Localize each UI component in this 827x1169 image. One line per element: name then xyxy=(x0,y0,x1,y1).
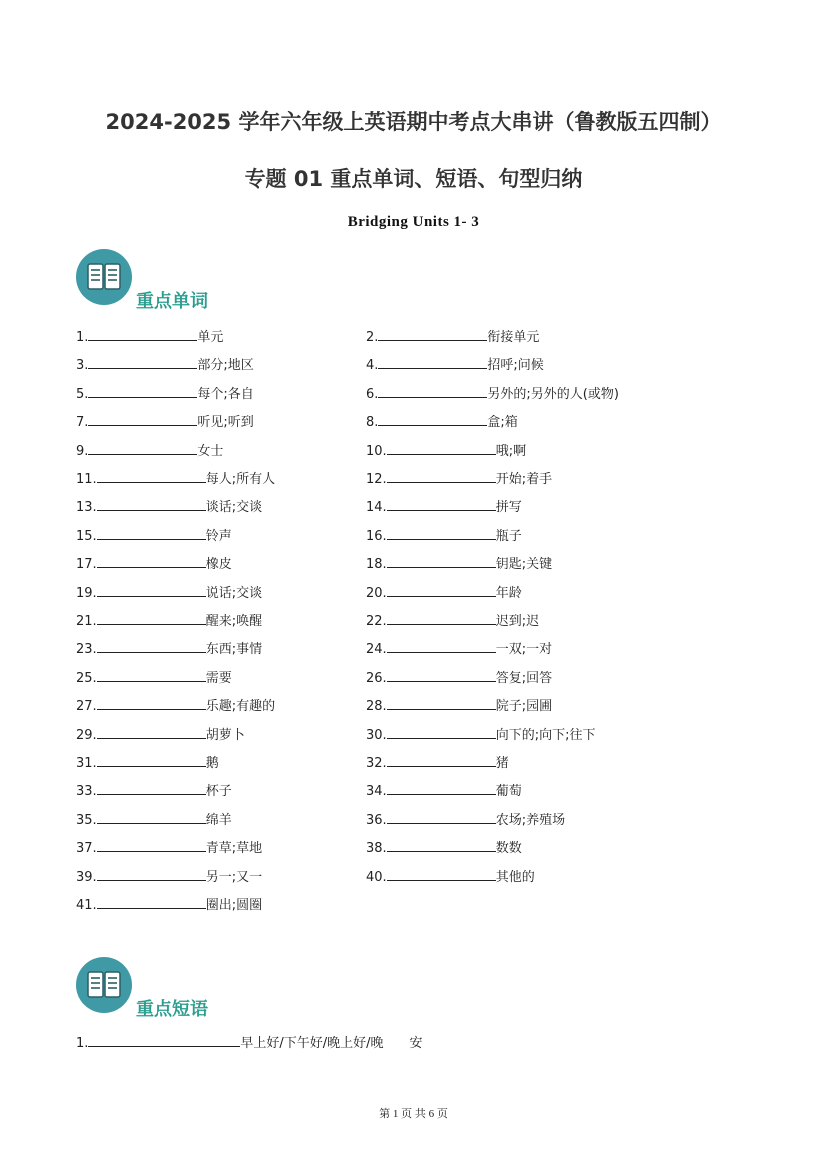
section-phrases-title: 重点短语 xyxy=(136,999,208,1020)
word-number: 6. xyxy=(366,387,379,402)
answer-blank[interactable] xyxy=(387,610,496,625)
word-meaning: 盒;箱 xyxy=(487,415,518,430)
word-item xyxy=(76,894,262,912)
answer-blank[interactable] xyxy=(97,724,206,739)
answer-blank[interactable] xyxy=(97,553,206,568)
document-title: 2024-2025 学年六年级上英语期中考点大串讲（鲁教版五四制） xyxy=(105,110,722,134)
word-meaning: 开始;着手 xyxy=(495,472,553,487)
word-meaning: 另一;又一 xyxy=(205,870,263,885)
word-item xyxy=(76,496,262,514)
answer-blank[interactable] xyxy=(387,752,496,767)
word-item xyxy=(366,354,544,372)
word-meaning: 青草;草地 xyxy=(205,841,263,856)
word-meaning: 每人;所有人 xyxy=(205,472,276,487)
phrase-meaning: 早上好/下午好/晚上好/晚 安 xyxy=(240,1036,423,1051)
document-subtitle: 专题 01 重点单词、短语、句型归纳 xyxy=(244,167,583,191)
answer-blank[interactable] xyxy=(387,809,496,824)
word-meaning: 年龄 xyxy=(495,586,522,601)
word-number: 12. xyxy=(366,472,387,487)
word-number: 30. xyxy=(366,728,387,743)
phrase-item xyxy=(76,1032,423,1050)
word-item xyxy=(366,780,522,798)
word-number: 27. xyxy=(76,699,97,714)
answer-blank[interactable] xyxy=(97,809,206,824)
word-number: 8. xyxy=(366,415,379,430)
answer-blank[interactable] xyxy=(378,354,487,369)
answer-blank[interactable] xyxy=(387,724,496,739)
word-number: 5. xyxy=(76,387,89,402)
word-item xyxy=(366,837,522,855)
answer-blank[interactable] xyxy=(97,582,206,597)
answer-blank[interactable] xyxy=(97,496,206,511)
answer-blank[interactable] xyxy=(387,440,496,455)
word-meaning: 橡皮 xyxy=(205,557,232,572)
word-number: 35. xyxy=(76,813,97,828)
word-number: 20. xyxy=(366,586,387,601)
word-item xyxy=(76,610,262,628)
answer-blank[interactable] xyxy=(97,837,206,852)
answer-blank[interactable] xyxy=(387,553,496,568)
word-number: 38. xyxy=(366,841,387,856)
word-item xyxy=(76,468,275,486)
answer-blank[interactable] xyxy=(97,894,206,909)
word-item xyxy=(76,638,262,656)
word-meaning: 胡萝卜 xyxy=(205,728,245,743)
word-number: 15. xyxy=(76,529,97,544)
word-number: 25. xyxy=(76,671,97,686)
book-icon xyxy=(76,249,132,305)
word-meaning: 农场;养殖场 xyxy=(495,813,566,828)
word-number: 1. xyxy=(76,330,89,345)
word-number: 11. xyxy=(76,472,97,487)
word-number: 19. xyxy=(76,586,97,601)
answer-blank[interactable] xyxy=(378,326,487,341)
word-number: 26. xyxy=(366,671,387,686)
word-meaning: 葡萄 xyxy=(495,784,522,799)
phrase-number: 1. xyxy=(76,1036,89,1051)
word-meaning: 杯子 xyxy=(205,784,232,799)
answer-blank[interactable] xyxy=(387,582,496,597)
word-meaning: 向下的;向下;往下 xyxy=(495,728,596,743)
word-meaning: 说话;交谈 xyxy=(205,586,263,601)
word-meaning: 数数 xyxy=(495,841,522,856)
word-item xyxy=(76,724,245,742)
answer-blank[interactable] xyxy=(97,468,206,483)
book-icon xyxy=(76,957,132,1013)
word-number: 37. xyxy=(76,841,97,856)
word-meaning: 衔接单元 xyxy=(487,330,540,345)
word-item xyxy=(366,468,552,486)
word-meaning: 谈话;交谈 xyxy=(205,500,263,515)
word-number: 34. xyxy=(366,784,387,799)
word-meaning: 乐趣;有趣的 xyxy=(205,699,276,714)
word-meaning: 瓶子 xyxy=(495,529,522,544)
word-meaning: 其他的 xyxy=(495,870,535,885)
word-number: 2. xyxy=(366,330,379,345)
word-meaning: 院子;园圃 xyxy=(495,699,553,714)
word-number: 24. xyxy=(366,642,387,657)
word-item xyxy=(76,582,262,600)
word-number: 36. xyxy=(366,813,387,828)
word-item xyxy=(76,752,219,770)
word-number: 39. xyxy=(76,870,97,885)
word-item xyxy=(366,610,539,628)
word-number: 29. xyxy=(76,728,97,743)
answer-blank[interactable] xyxy=(88,440,197,455)
word-meaning: 鹅 xyxy=(205,756,219,771)
answer-blank[interactable] xyxy=(387,780,496,795)
section-phrases-header xyxy=(76,957,276,1020)
word-item xyxy=(366,525,522,543)
word-meaning: 女士 xyxy=(197,444,224,459)
answer-blank[interactable] xyxy=(97,866,206,881)
answer-blank[interactable] xyxy=(387,667,496,682)
word-meaning: 醒来;唤醒 xyxy=(205,614,263,629)
answer-blank[interactable] xyxy=(97,695,206,710)
word-number: 28. xyxy=(366,699,387,714)
word-item xyxy=(76,837,262,855)
word-meaning: 一双;一对 xyxy=(495,642,553,657)
answer-blank[interactable] xyxy=(387,496,496,511)
word-number: 14. xyxy=(366,500,387,515)
word-number: 23. xyxy=(76,642,97,657)
word-item xyxy=(76,411,254,429)
word-meaning: 听见;听到 xyxy=(197,415,254,430)
answer-blank[interactable] xyxy=(97,667,206,682)
word-item xyxy=(76,667,232,685)
word-item xyxy=(76,695,275,713)
word-number: 22. xyxy=(366,614,387,629)
word-number: 18. xyxy=(366,557,387,572)
page-footer: 第 1 页 共 6 页 xyxy=(379,1108,448,1120)
word-meaning: 钥匙;关键 xyxy=(495,557,553,572)
answer-blank[interactable] xyxy=(387,837,496,852)
word-item xyxy=(366,411,518,429)
word-meaning: 拼写 xyxy=(495,500,522,515)
word-number: 32. xyxy=(366,756,387,771)
word-number: 33. xyxy=(76,784,97,799)
answer-blank[interactable] xyxy=(88,326,197,341)
section-words-title: 重点单词 xyxy=(136,291,208,312)
answer-blank[interactable] xyxy=(88,383,197,398)
word-item xyxy=(366,582,522,600)
answer-blank[interactable] xyxy=(387,695,496,710)
word-item xyxy=(366,553,552,571)
answer-blank[interactable] xyxy=(387,638,496,653)
word-number: 3. xyxy=(76,358,89,373)
word-item xyxy=(366,383,619,401)
word-meaning: 另外的;另外的人(或物) xyxy=(487,387,619,402)
word-number: 4. xyxy=(366,358,379,373)
word-number: 17. xyxy=(76,557,97,572)
word-meaning: 每个;各自 xyxy=(197,387,254,402)
word-item xyxy=(76,809,232,827)
word-item xyxy=(366,695,552,713)
word-item xyxy=(76,383,254,401)
word-number: 21. xyxy=(76,614,97,629)
word-number: 16. xyxy=(366,529,387,544)
word-meaning: 迟到;迟 xyxy=(495,614,540,629)
word-number: 31. xyxy=(76,756,97,771)
answer-blank[interactable] xyxy=(88,1032,240,1047)
word-number: 10. xyxy=(366,444,387,459)
word-item xyxy=(366,638,552,656)
word-meaning: 猪 xyxy=(495,756,509,771)
word-number: 41. xyxy=(76,898,97,913)
word-meaning: 哦;啊 xyxy=(495,444,527,459)
word-meaning: 答复;回答 xyxy=(495,671,553,686)
answer-blank[interactable] xyxy=(387,866,496,881)
word-item xyxy=(76,525,232,543)
word-item xyxy=(366,866,535,884)
answer-blank[interactable] xyxy=(378,411,487,426)
word-meaning: 东西;事情 xyxy=(205,642,263,657)
word-item xyxy=(76,440,223,458)
word-item xyxy=(76,354,254,372)
word-item xyxy=(366,667,552,685)
answer-blank[interactable] xyxy=(97,638,206,653)
word-item xyxy=(76,326,223,344)
word-number: 7. xyxy=(76,415,89,430)
word-item xyxy=(366,326,539,344)
word-number: 40. xyxy=(366,870,387,885)
word-item xyxy=(366,752,509,770)
answer-blank[interactable] xyxy=(97,752,206,767)
units-heading: Bridging Units 1- 3 xyxy=(347,214,480,230)
answer-blank[interactable] xyxy=(88,411,197,426)
word-item xyxy=(366,809,565,827)
answer-blank[interactable] xyxy=(387,468,496,483)
word-item xyxy=(76,866,262,884)
word-meaning: 绵羊 xyxy=(205,813,232,828)
word-item xyxy=(76,553,232,571)
word-number: 9. xyxy=(76,444,89,459)
word-item xyxy=(366,724,595,742)
word-item xyxy=(76,780,232,798)
answer-blank[interactable] xyxy=(378,383,487,398)
answer-blank[interactable] xyxy=(97,610,206,625)
answer-blank[interactable] xyxy=(97,525,206,540)
section-words-header xyxy=(76,249,276,312)
word-meaning: 铃声 xyxy=(205,529,232,544)
word-item xyxy=(366,496,522,514)
answer-blank[interactable] xyxy=(387,525,496,540)
word-meaning: 部分;地区 xyxy=(197,358,254,373)
answer-blank[interactable] xyxy=(97,780,206,795)
word-meaning: 需要 xyxy=(205,671,232,686)
answer-blank[interactable] xyxy=(88,354,197,369)
word-item xyxy=(366,440,526,458)
word-meaning: 单元 xyxy=(197,330,224,345)
word-meaning: 圈出;圆圈 xyxy=(205,898,263,913)
word-number: 13. xyxy=(76,500,97,515)
word-meaning: 招呼;问候 xyxy=(487,358,544,373)
